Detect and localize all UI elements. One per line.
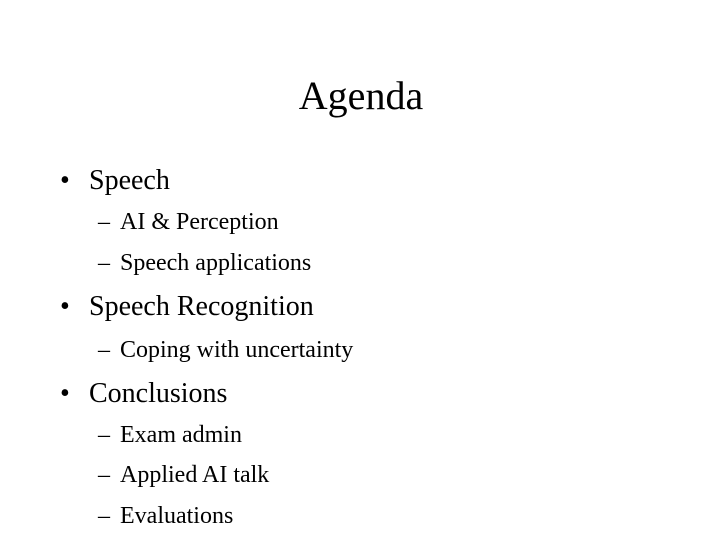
sub-bullet-item: [98, 249, 311, 278]
sub-bullet-label: Evaluations: [120, 503, 234, 529]
dash-glyph: –: [98, 422, 110, 448]
sub-bullet-label: Speech applications: [120, 250, 312, 276]
sub-bullet-label: Coping with uncertainty: [120, 337, 354, 363]
bullet-label: Speech Recognition: [89, 291, 314, 322]
dash-glyph: –: [98, 337, 110, 363]
sub-bullet-item: [98, 502, 233, 531]
bullet-glyph: •: [60, 378, 70, 409]
dash-glyph: –: [98, 462, 110, 488]
bullet-item-speech: [60, 164, 170, 198]
sub-bullet-item: [98, 336, 353, 365]
bullet-glyph: •: [60, 291, 70, 322]
sub-bullet-label: Applied AI talk: [120, 462, 270, 488]
bullet-label: Conclusions: [89, 378, 228, 409]
sub-bullet-item: [98, 421, 242, 450]
dash-glyph: –: [98, 209, 110, 235]
sub-bullet-label: Exam admin: [120, 422, 242, 448]
dash-glyph: –: [98, 250, 110, 276]
bullet-label: Speech: [89, 165, 170, 196]
sub-bullet-item: [98, 208, 279, 237]
slide-title: Agenda: [298, 73, 424, 118]
bullet-item-conclusions: [60, 377, 227, 411]
sub-bullet-item: [98, 461, 269, 490]
sub-bullet-label: AI & Perception: [120, 209, 279, 235]
bullet-item-speech-recognition: [60, 290, 314, 324]
dash-glyph: –: [98, 503, 110, 529]
bullet-glyph: •: [60, 165, 70, 196]
